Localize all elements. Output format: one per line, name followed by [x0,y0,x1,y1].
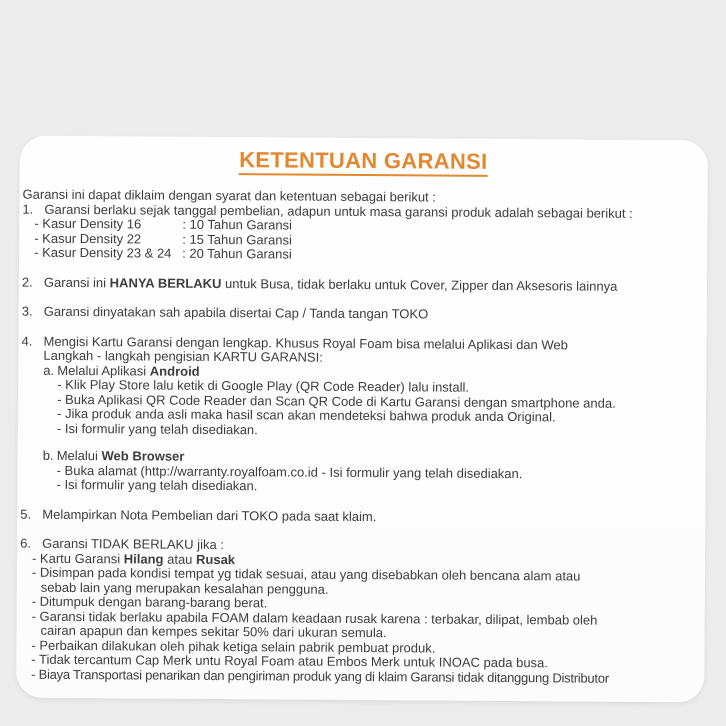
item-text [44,275,703,294]
density-value: : 10 Tahun Garansi [182,216,293,233]
bullet-continuation: sebab lain yang merupakan kesalahan pengguna. [40,579,329,597]
term-item-2 [22,275,703,294]
text-segment: Melalui Aplikasi [57,362,150,379]
density-label: - Kasur Density 16 [34,215,142,232]
density-value: : 15 Tahun Garansi [182,231,292,248]
item-text: Mengisi Kartu Garansi dengan lengkap. Khusus Royal Foam bisa melalui Aplikasi dan Web [43,333,568,352]
item-text: Garansi dinyatakan sah apabila disertai Cap / Tanda tangan TOKO [43,303,429,322]
sub-item-b [42,449,701,497]
bullet-line: - Tidak tercantum Cap Merk untu Royal Foam atau Embos Merk untuk INOAC pada busa. [31,651,548,671]
density-value: : 20 Tahun Garansi [182,245,292,262]
item-body [34,201,703,265]
item-number: 5. [20,506,32,522]
density-list [34,217,703,265]
text-segment: atau [163,551,197,567]
item-number: 3. [21,303,33,319]
item-text: Garansi berlaku sejak tanggal pembelian, adapun untuk masa garansi produk adalah sebagai berikut : [44,201,633,221]
sub-item-number: a. [43,362,55,378]
bullet-continuation: cairan apapun dan kempes sekitar 50% dari ukuran semula. [40,622,387,641]
bold-segment: Rusak [195,551,236,567]
text-segment: untuk Busa, tidak berlaku untuk Cover, Zipper dan Aksesoris lainnya [221,275,618,294]
item-text: Melampirkan Nota Pembelian dari TOKO pada saat klaim. [42,506,377,524]
bullet-line: - Perbaikan dilakukan oleh pihak ketiga selain pabrik pembuat produk. [31,637,436,656]
item-number: 1. [22,201,34,217]
exclusion-list [31,551,701,686]
sub-item-a [43,363,702,440]
bold-segment: HANYA BERLAKU [109,274,222,291]
term-item-1 [22,202,703,265]
item-number: 2. [21,274,33,290]
bold-segment: Web Browser [101,448,185,464]
term-item-3 [22,305,703,324]
bullet-line: - Buka alamat (http://warranty.royalfoam.co.id - Isi formulir yang telah disediakan. [56,462,523,481]
term-item-6 [19,537,701,687]
text-segment: Melalui [56,447,102,464]
item-text: Langkah - langkah pengisian KARTU GARANSI: [43,347,323,365]
sub-item-body [56,449,701,497]
bold-segment: Android [149,363,200,379]
bold-segment: Hilang [123,550,164,567]
item-number: 6. [20,535,32,551]
bullet-line: - Jika produk anda asli maka hasil scan akan mendeteksi bahwa produk anda Original. [56,405,556,425]
item-number: 4. [21,333,33,349]
item-text: Garansi TIDAK BERLAKU jika : [42,535,225,553]
bullet-line: - Buka Aplikasi QR Code Reader dan Scan QR Code di Kartu Garansi dengan smartphone anda. [57,391,616,411]
bullet-line: - Isi formulir yang telah disediakan. [56,420,258,437]
text-segment: Garansi ini [43,274,110,290]
term-item-4 [20,334,702,497]
bullet-line: - Ditumpuk dengan barang-barang berat. [31,593,268,611]
density-label: - Kasur Density 22 [34,230,142,246]
bullet-line: - Garansi tidak berlaku apabila FOAM dalam keadaan rusak karena : terbakar, dilipat, lembab oleh [31,608,598,628]
bullet-line: - Isi formulir yang telah disediakan. [56,476,258,494]
intro-text: Garansi ini dapat diklaim dengan syarat dan ketentuan sebagai berikut : [22,186,436,205]
density-label: - Kasur Density 23 & 24 [34,244,172,261]
bullet-line: - Disimpan pada kondisi tempat yg tidak sesuai, atau yang disebabkan oleh bencana alam atau [31,564,581,584]
bullet-line: - Klik Play Store lalu ketik di Google Play (QR Code Reader) lalu install. [57,376,470,395]
warranty-terms-card [16,136,708,703]
bullet-line: - Biaya Transportasi penarikan dan pengiriman produk yang di klaim Garansi tidak ditanggung Distributor [31,666,609,686]
sub-item-number: b. [42,447,54,463]
sub-item-body [57,363,702,440]
item-body [31,535,701,687]
page-title: KETENTUAN GARANSI [239,148,488,177]
text-segment: - Kartu Garansi [31,550,124,566]
title-row [23,147,704,179]
item-body [42,334,702,497]
term-item-5 [20,507,701,526]
